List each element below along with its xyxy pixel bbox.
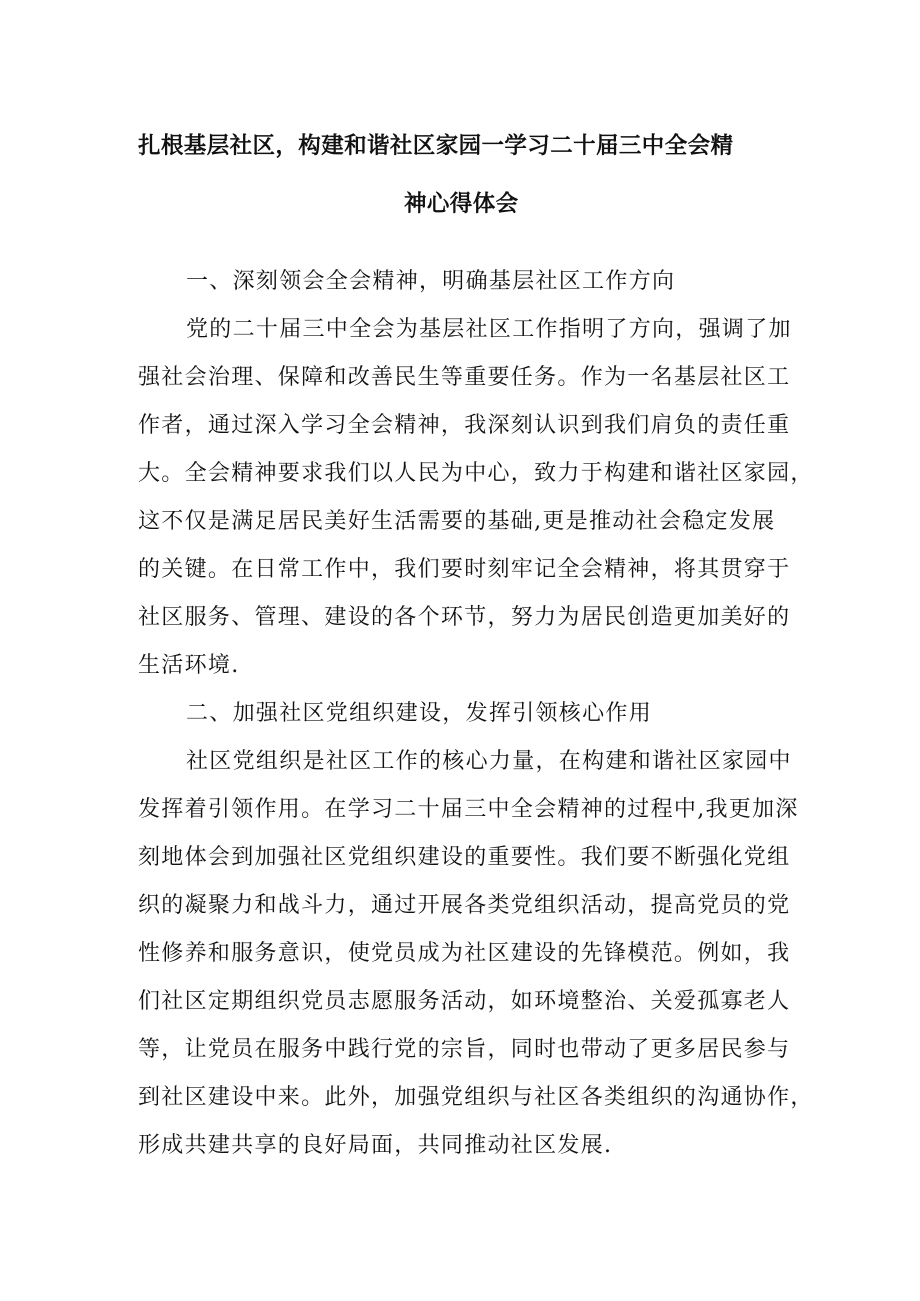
- paragraph-line: 强社会治理、保障和改善民生等重要任务。作为一名基层社区工: [138, 365, 791, 390]
- paragraph-line: 生活环境.: [138, 653, 240, 678]
- paragraph-line: 性修养和服务意识，使党员成为社区建设的先锋模范。例如，我: [138, 941, 791, 966]
- section-heading-1: 一、深刻领会全会精神，明确基层社区工作方向: [186, 269, 676, 294]
- paragraph-line: 社区服务、管理、建设的各个环节，努力为居民创造更加美好的: [138, 605, 791, 630]
- paragraph-line: 这不仅是满足居民美好生活需要的基础,更是推动社会稳定发展: [138, 509, 776, 534]
- paragraph-line: 们社区定期组织党员志愿服务活动，如环境整治、关爱孤寡老人: [138, 989, 791, 1014]
- section-heading-2: 二、加强社区党组织建设，发挥引领核心作用: [186, 701, 653, 726]
- paragraph-line: 刻地体会到加强社区党组织建设的重要性。我们要不断强化党组: [138, 845, 791, 870]
- paragraph-line: 大。全会精神要求我们以人民为中心，致力于构建和谐社区家园，: [138, 461, 814, 486]
- paragraph-line: 作者，通过深入学习全会精神，我深刻认识到我们肩负的责任重: [138, 413, 791, 438]
- paragraph-line: 形成共建共享的良好局面，共同推动社区发展.: [138, 1133, 613, 1158]
- paragraph-line: 的关键。在日常工作中，我们要时刻牢记全会精神，将其贯穿于: [138, 557, 791, 582]
- paragraph-line: 到社区建设中来。此外，加强党组织与社区各类组织的沟通协作，: [138, 1085, 814, 1110]
- document-title-line-1: 扎根基层社区，构建和谐社区家园一学习二十届三中全会精: [138, 133, 734, 159]
- paragraph-line: 社区党组织是社区工作的核心力量，在构建和谐社区家园中: [186, 749, 792, 774]
- paragraph-line: 等，让党员在服务中践行党的宗旨，同时也带动了更多居民参与: [138, 1037, 791, 1062]
- paragraph-line: 发挥着引领作用。在学习二十届三中全会精神的过程中,我更加深: [138, 797, 799, 822]
- paragraph-line: 党的二十届三中全会为基层社区工作指明了方向，强调了加: [186, 317, 792, 342]
- paragraph-line: 织的凝聚力和战斗力，通过开展各类党组织活动，提高党员的党: [138, 893, 791, 918]
- document-title-line-2: 神心得体会: [404, 191, 519, 217]
